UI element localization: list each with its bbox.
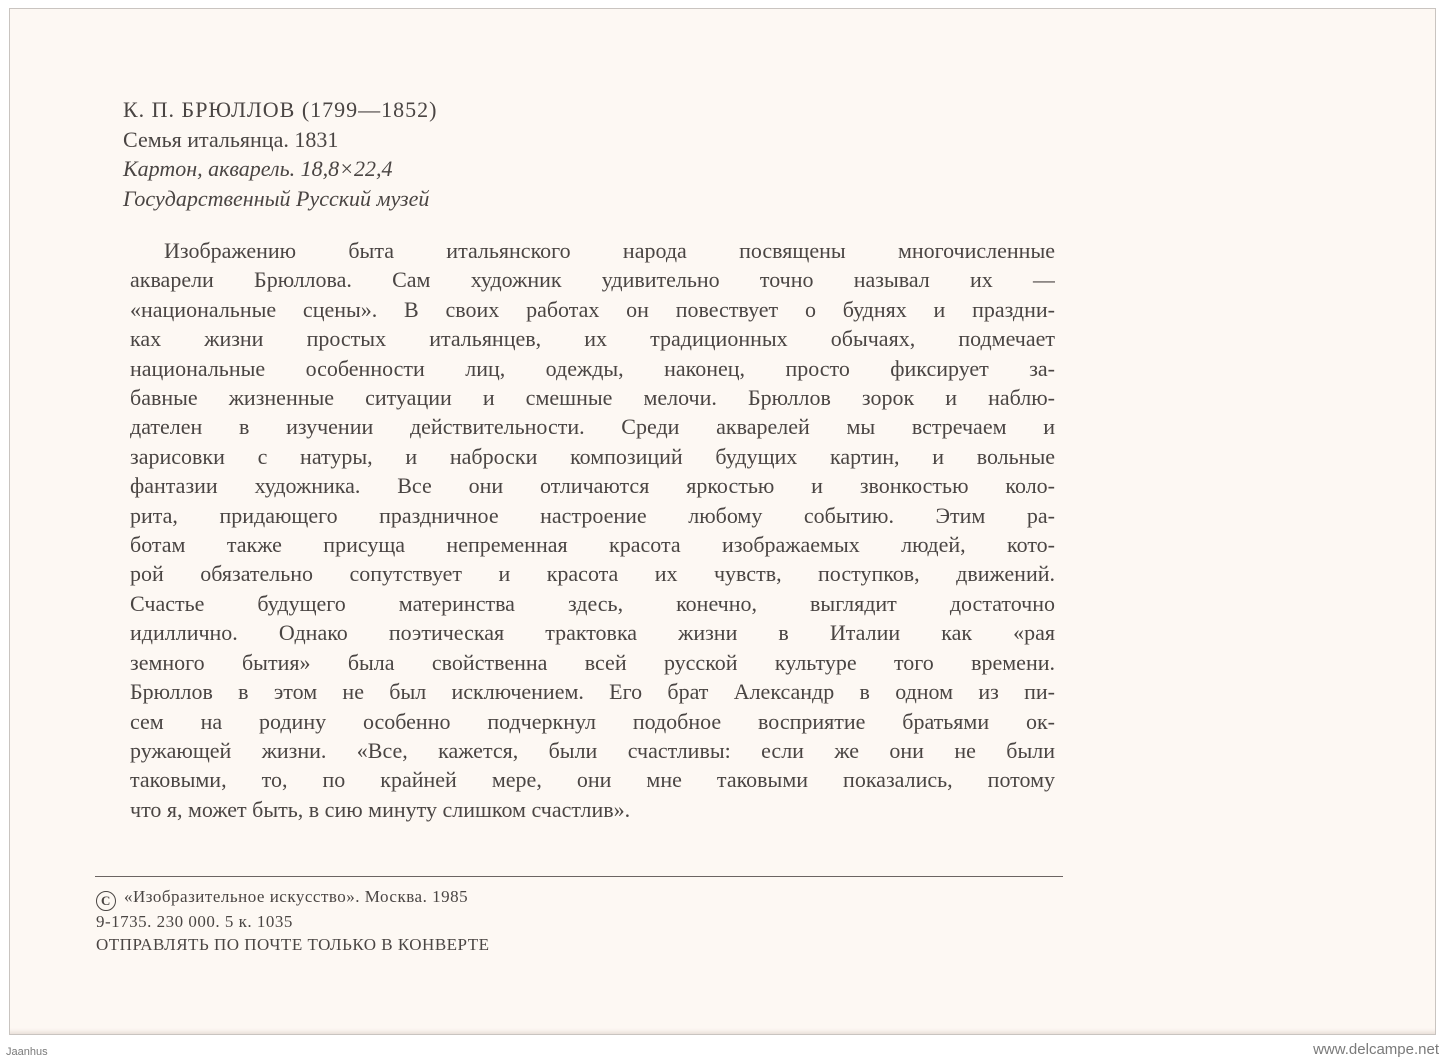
text-line: «национальные сцены». В своих работах он повествует о буднях и праздни-: [130, 296, 1055, 322]
text-line: акварели Брюллова. Сам художник удивительно точно называл их —: [130, 267, 1055, 293]
text-line: что я, может быть, в сию минуту слишком счастлив».: [130, 796, 631, 822]
artwork-caption: [123, 95, 438, 213]
museum-name: Государственный Русский музей: [123, 185, 430, 211]
copyright-icon: C: [96, 891, 116, 911]
text-line: рой обязательно сопутствует и красота их чувств, поступков, движений.: [130, 561, 1055, 587]
text-line: Изображению быта итальянского народа посвящены многочисленные: [164, 238, 1055, 263]
artwork-title: Семья итальянца. 1831: [123, 126, 339, 152]
text-line: национальные особенности лиц, одежды, наконец, просто фиксирует за-: [130, 355, 1055, 381]
mailing-notice: ОТПРАВЛЯТЬ ПО ПОЧТЕ ТОЛЬКО В КОНВЕРТЕ: [96, 934, 490, 954]
postcard-back: [9, 8, 1436, 1035]
text-line: Счастье будущего материнства здесь, конечно, выглядит достаточно: [130, 590, 1055, 616]
text-line: рита, придающего праздничное настроение любому событию. Этим ра-: [130, 502, 1055, 528]
text-line: идиллично. Однако поэтическая трактовка жизни в Италии как «рая: [130, 620, 1055, 646]
text-line: ружающей жизни. «Все, кажется, были счастливы: если же они не были: [130, 737, 1055, 763]
publisher-line: «Изобразительное искусство». Москва. 1985: [124, 887, 469, 906]
description-text: [130, 236, 1055, 824]
text-line: ках жизни простых итальянцев, их традиционных обычаях, подмечает: [130, 326, 1055, 352]
publisher-info: [96, 886, 490, 956]
text-line: дателен в изучении действительности. Среди акварелей мы встречаем и: [130, 414, 1055, 440]
text-line: сем на родину особенно подчеркнул подобное восприятие братьями ок-: [130, 708, 1055, 734]
author-name: К. П. БРЮЛЛОВ (1799—1852): [123, 97, 438, 122]
watermark-seller: Jaanhus: [6, 1046, 48, 1058]
text-line: фантазии художника. Все они отличаются яркостью и звонкостью коло-: [130, 473, 1055, 499]
text-line: зарисовки с натуры, и наброски композиций будущих картин, и вольные: [130, 443, 1055, 469]
text-line: земного бытия» была свойственна всей русской культуре того времени.: [130, 649, 1055, 675]
text-line: таковыми, то, по крайней мере, они мне таковыми показались, потому: [130, 767, 1055, 793]
divider: [95, 876, 1063, 877]
text-line: Брюллов в этом не был исключением. Его брат Александр в одном из пи-: [130, 679, 1055, 705]
artwork-medium: Картон, акварель. 18,8×22,4: [123, 156, 393, 181]
print-info: 9-1735. 230 000. 5 к. 1035: [96, 912, 293, 931]
watermark-site: www.delcampe.net: [1313, 1041, 1439, 1058]
text-line: ботам также присуща непременная красота изображаемых людей, кото-: [130, 532, 1055, 558]
text-line: бавные жизненные ситуации и смешные мелочи. Брюллов зорок и наблю-: [130, 385, 1055, 411]
